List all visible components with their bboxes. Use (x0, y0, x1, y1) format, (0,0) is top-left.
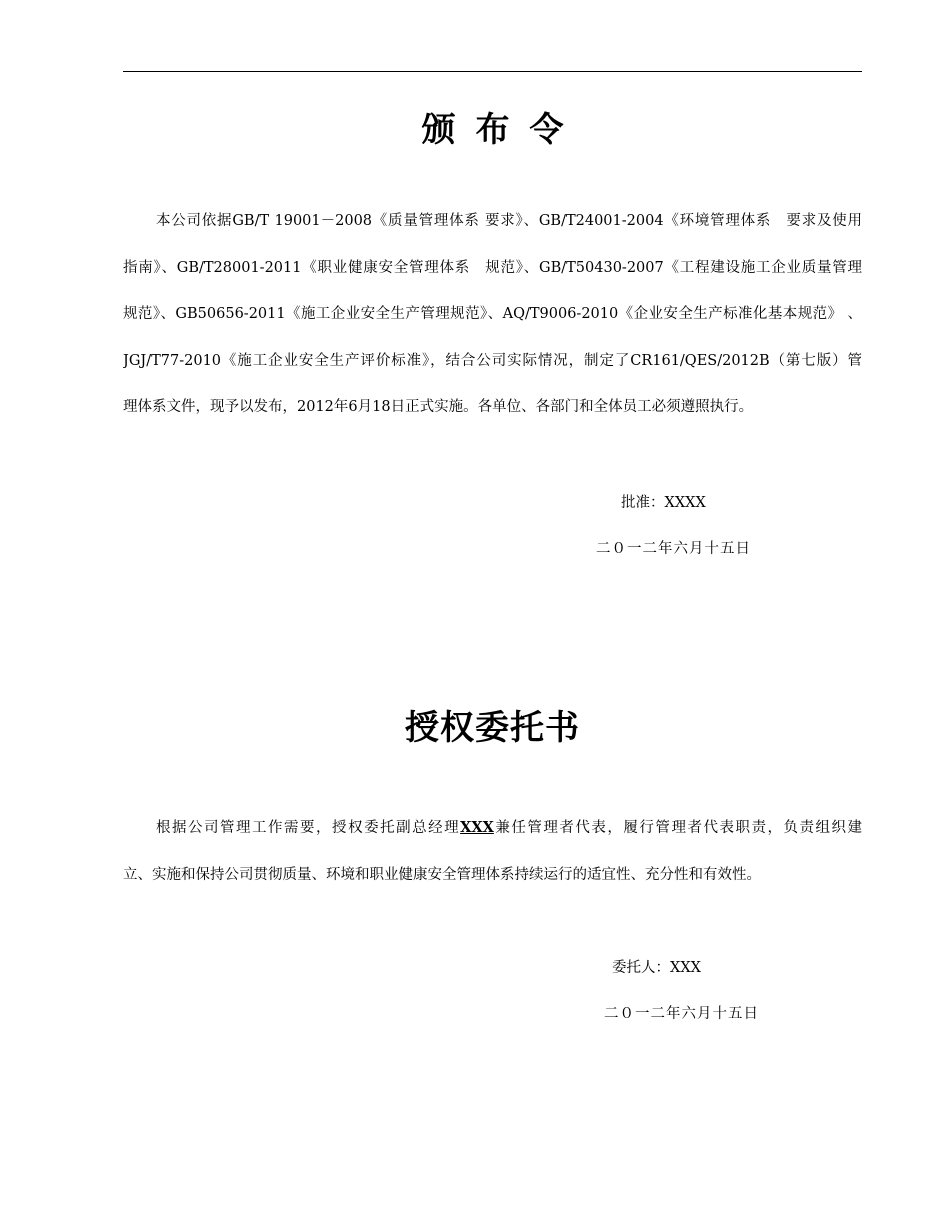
authorization-date: 二０一二年六月十五日 (604, 1006, 759, 1022)
decree-line: JGJ/T77-2010《施工企业安全生产评价标准》，结合公司实际情况，制定了CR161/QES/2012B（第七版）管 (123, 352, 862, 369)
decree-approver: 批准：XXXX (621, 495, 706, 511)
decree-line: 本公司依据GB/T 19001－2008《质量管理体系 要求》、GB/T24001-2004《环境管理体系 要求及使用 (156, 213, 862, 229)
decree-body (123, 198, 862, 431)
authorization-text: 根据公司管理工作需要，授权委托副总经理 (156, 820, 461, 836)
authorization-title: 授权委托书 (405, 708, 580, 748)
decree-line: 规范》、GB50656-2011《施工企业安全生产管理规范》、AQ/T9006-2010《企业安全生产标准化基本规范》 、 (123, 306, 862, 322)
authorization-body (123, 805, 862, 898)
authorization-line (123, 805, 862, 852)
header-rule (123, 71, 862, 72)
deputy-name: XXX (460, 819, 494, 836)
authorization-text: 兼任管理者代表，履行管理者代表职责，负责组织建 (493, 820, 862, 836)
authorization-line: 立、实施和保持公司贯彻质量、环境和职业健康安全管理体系持续运行的适宜性、充分性和有效性。 (123, 866, 761, 883)
decree-title: 颁布令 (421, 110, 584, 150)
decree-line: 理体系文件，现予以发布，2012年6月18日正式实施。各单位、各部门和全体员工必须遵照执行。 (123, 399, 754, 415)
decree-date: 二０一二年六月十五日 (596, 541, 751, 557)
authorization-principal: 委托人：XXX (612, 960, 701, 976)
decree-line: 指南》、GB/T28001-2011《职业健康安全管理体系 规范》、GB/T50430-2007《工程建设施工企业质量管理 (123, 259, 862, 276)
